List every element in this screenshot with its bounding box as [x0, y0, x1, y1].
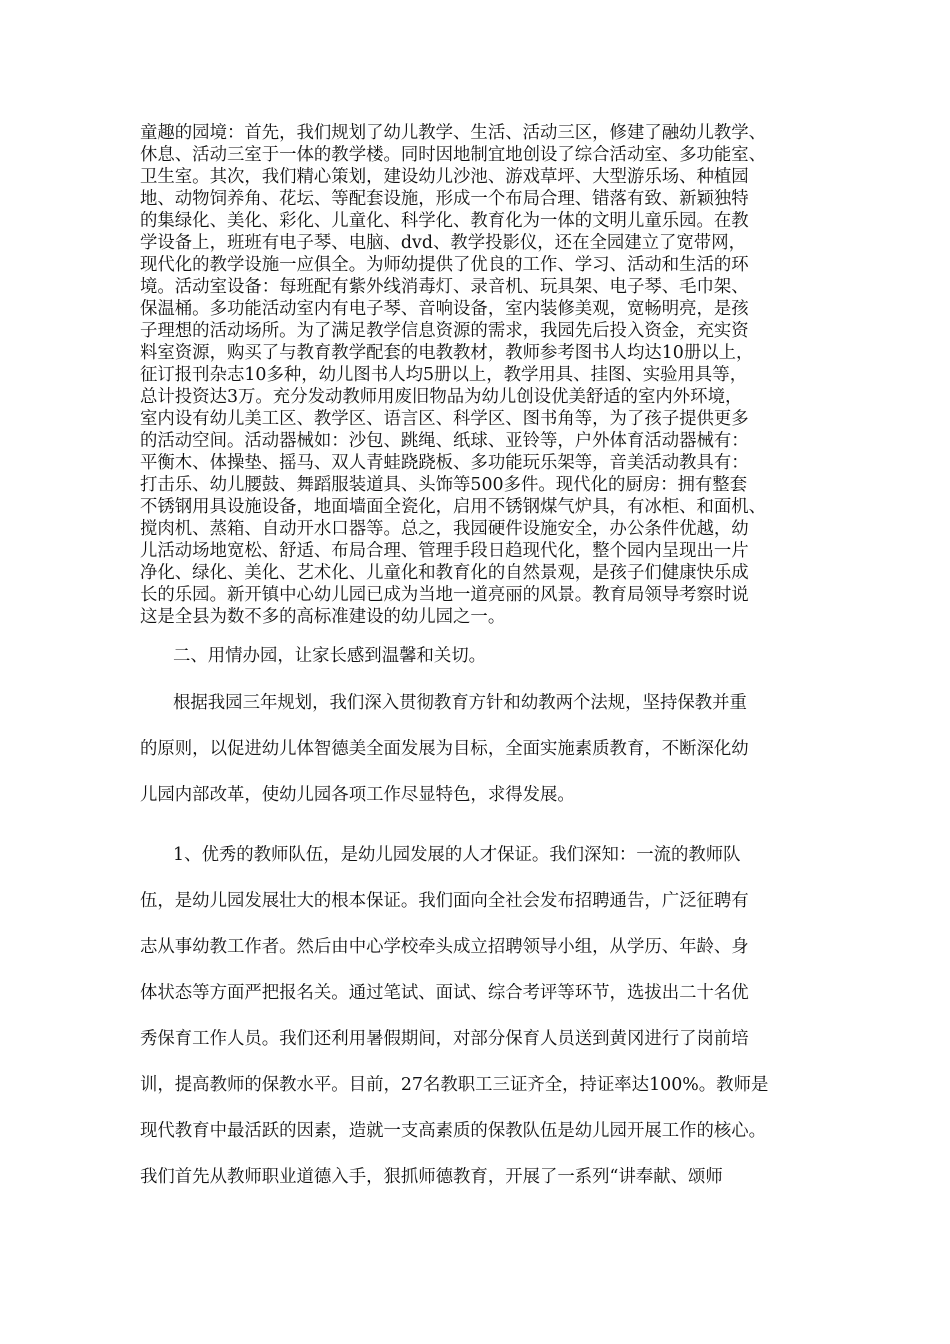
- text-line: 打击乐、幼儿腰鼓、舞蹈服装道具、头饰等500多件。现代化的厨房：拥有整套: [140, 475, 748, 495]
- text-line: 我们首先从教师职业道德入手，狠抓师德教育，开展了一系列“讲奉献、颂师: [140, 1167, 723, 1187]
- text-line: 境。活动室设备：每班配有紫外线消毒灯、录音机、玩具架、电子琴、毛巾架、: [140, 277, 749, 297]
- text-line: 学设备上，班班有电子琴、电脑、dvd、教学投影仪，还在全园建立了宽带网，: [140, 233, 746, 253]
- text-line: 保温桶。多功能活动室内有电子琴、音响设备，室内装修美观，宽畅明亮，是孩: [140, 299, 749, 319]
- text-line: 志从事幼教工作者。然后由中心学校牵头成立招聘领导小组，从学历、年龄、身: [140, 937, 749, 957]
- paragraph-facilities: [140, 122, 830, 628]
- text-line: 现代教育中最活跃的因素，造就一支高素质的保教队伍是幼儿园开展工作的核心。: [140, 1121, 767, 1141]
- paragraph-plan: [140, 691, 830, 829]
- text-line: 秀保育工作人员。我们还利用暑假期间，对部分保育人员送到黄冈进行了岗前培: [140, 1029, 749, 1049]
- text-line: 的集绿化、美化、彩化、儿童化、科学化、教育化为一体的文明儿童乐园。在教: [140, 211, 749, 231]
- text-line: 卫生室。其次，我们精心策划，建设幼儿沙池、游戏草坪、大型游乐场、种植园: [140, 167, 749, 187]
- paragraph-teachers: [140, 843, 830, 1211]
- text-line: 平衡木、体操垫、摇马、双人青蛙跷跷板、多功能玩乐架等，音美活动教具有：: [140, 453, 749, 473]
- text-line: 童趣的园境：首先，我们规划了幼儿教学、生活、活动三区，修建了融幼儿教学、: [140, 123, 767, 143]
- text-line: 净化、绿化、美化、艺术化、儿童化和教育化的自然景观，是孩子们健康快乐成: [140, 563, 749, 583]
- text-line: 料室资源，购买了与教育教学配套的电教教材，教师参考图书人均达10册以上，: [140, 343, 754, 363]
- text-line: 长的乐园。新开镇中心幼儿园已成为当地一道亮丽的风景。教育局领导考察时说: [140, 585, 749, 605]
- text-line: 现代化的教学设施一应俱全。为师幼提供了优良的工作、学习、活动和生活的环: [140, 255, 749, 275]
- section-heading: 二、用情办园，让家长感到温馨和关切。: [173, 646, 487, 666]
- text-line: 不锈钢用具设施设备，地面墙面全瓷化，启用不锈钢煤气炉具，有冰柜、和面机、: [140, 497, 767, 517]
- text-line: 的原则，以促进幼儿体智德美全面发展为目标，全面实施素质教育，不断深化幼: [140, 739, 749, 759]
- text-line: 征订报刊杂志10多种，幼儿图书人均5册以上，教学用具、挂图、实验用具等，: [140, 365, 748, 385]
- text-line: 训，提高教师的保教水平。目前，27名教职工三证齐全，持证率达100%。教师是: [140, 1075, 769, 1095]
- text-line: 根据我园三年规划，我们深入贯彻教育方针和幼教两个法规，坚持保教并重: [173, 693, 747, 713]
- text-line: 的活动空间。活动器械如：沙包、跳绳、纸球、亚铃等，户外体育活动器械有：: [140, 431, 749, 451]
- text-line: 总计投资达3万。充分发动教师用废旧物品为幼儿创设优美舒适的室内外环境，: [140, 387, 743, 407]
- text-line: 室内设有幼儿美工区、教学区、语言区、科学区、图书角等，为了孩子提供更多: [140, 409, 749, 429]
- text-line: 这是全县为数不多的高标准建设的幼儿园之一。: [140, 607, 506, 627]
- text-line: 儿园内部改革，使幼儿园各项工作尽显特色，求得发展。: [140, 785, 575, 805]
- text-line: 地、动物饲养角、花坛、等配套设施，形成一个布局合理、错落有致、新颖独特: [140, 189, 749, 209]
- text-line: 体状态等方面严把报名关。通过笔试、面试、综合考评等环节，选拔出二十名优: [140, 983, 749, 1003]
- text-line: 搅肉机、蒸箱、自动开水口器等。总之，我园硬件设施安全，办公条件优越，幼: [140, 519, 749, 539]
- text-line: 子理想的活动场所。为了满足教学信息资源的需求，我园先后投入资金，充实资: [140, 321, 749, 341]
- text-line: 1、优秀的教师队伍，是幼儿园发展的人才保证。我们深知：一流的教师队: [173, 845, 741, 865]
- text-line: 伍，是幼儿园发展壮大的根本保证。我们面向全社会发布招聘通告，广泛征聘有: [140, 891, 749, 911]
- text-line: 休息、活动三室于一体的教学楼。同时因地制宜地创设了综合活动室、多功能室、: [140, 145, 767, 165]
- text-line: 儿活动场地宽松、舒适、布局合理、管理手段日趋现代化，整个园内呈现出一片: [140, 541, 749, 561]
